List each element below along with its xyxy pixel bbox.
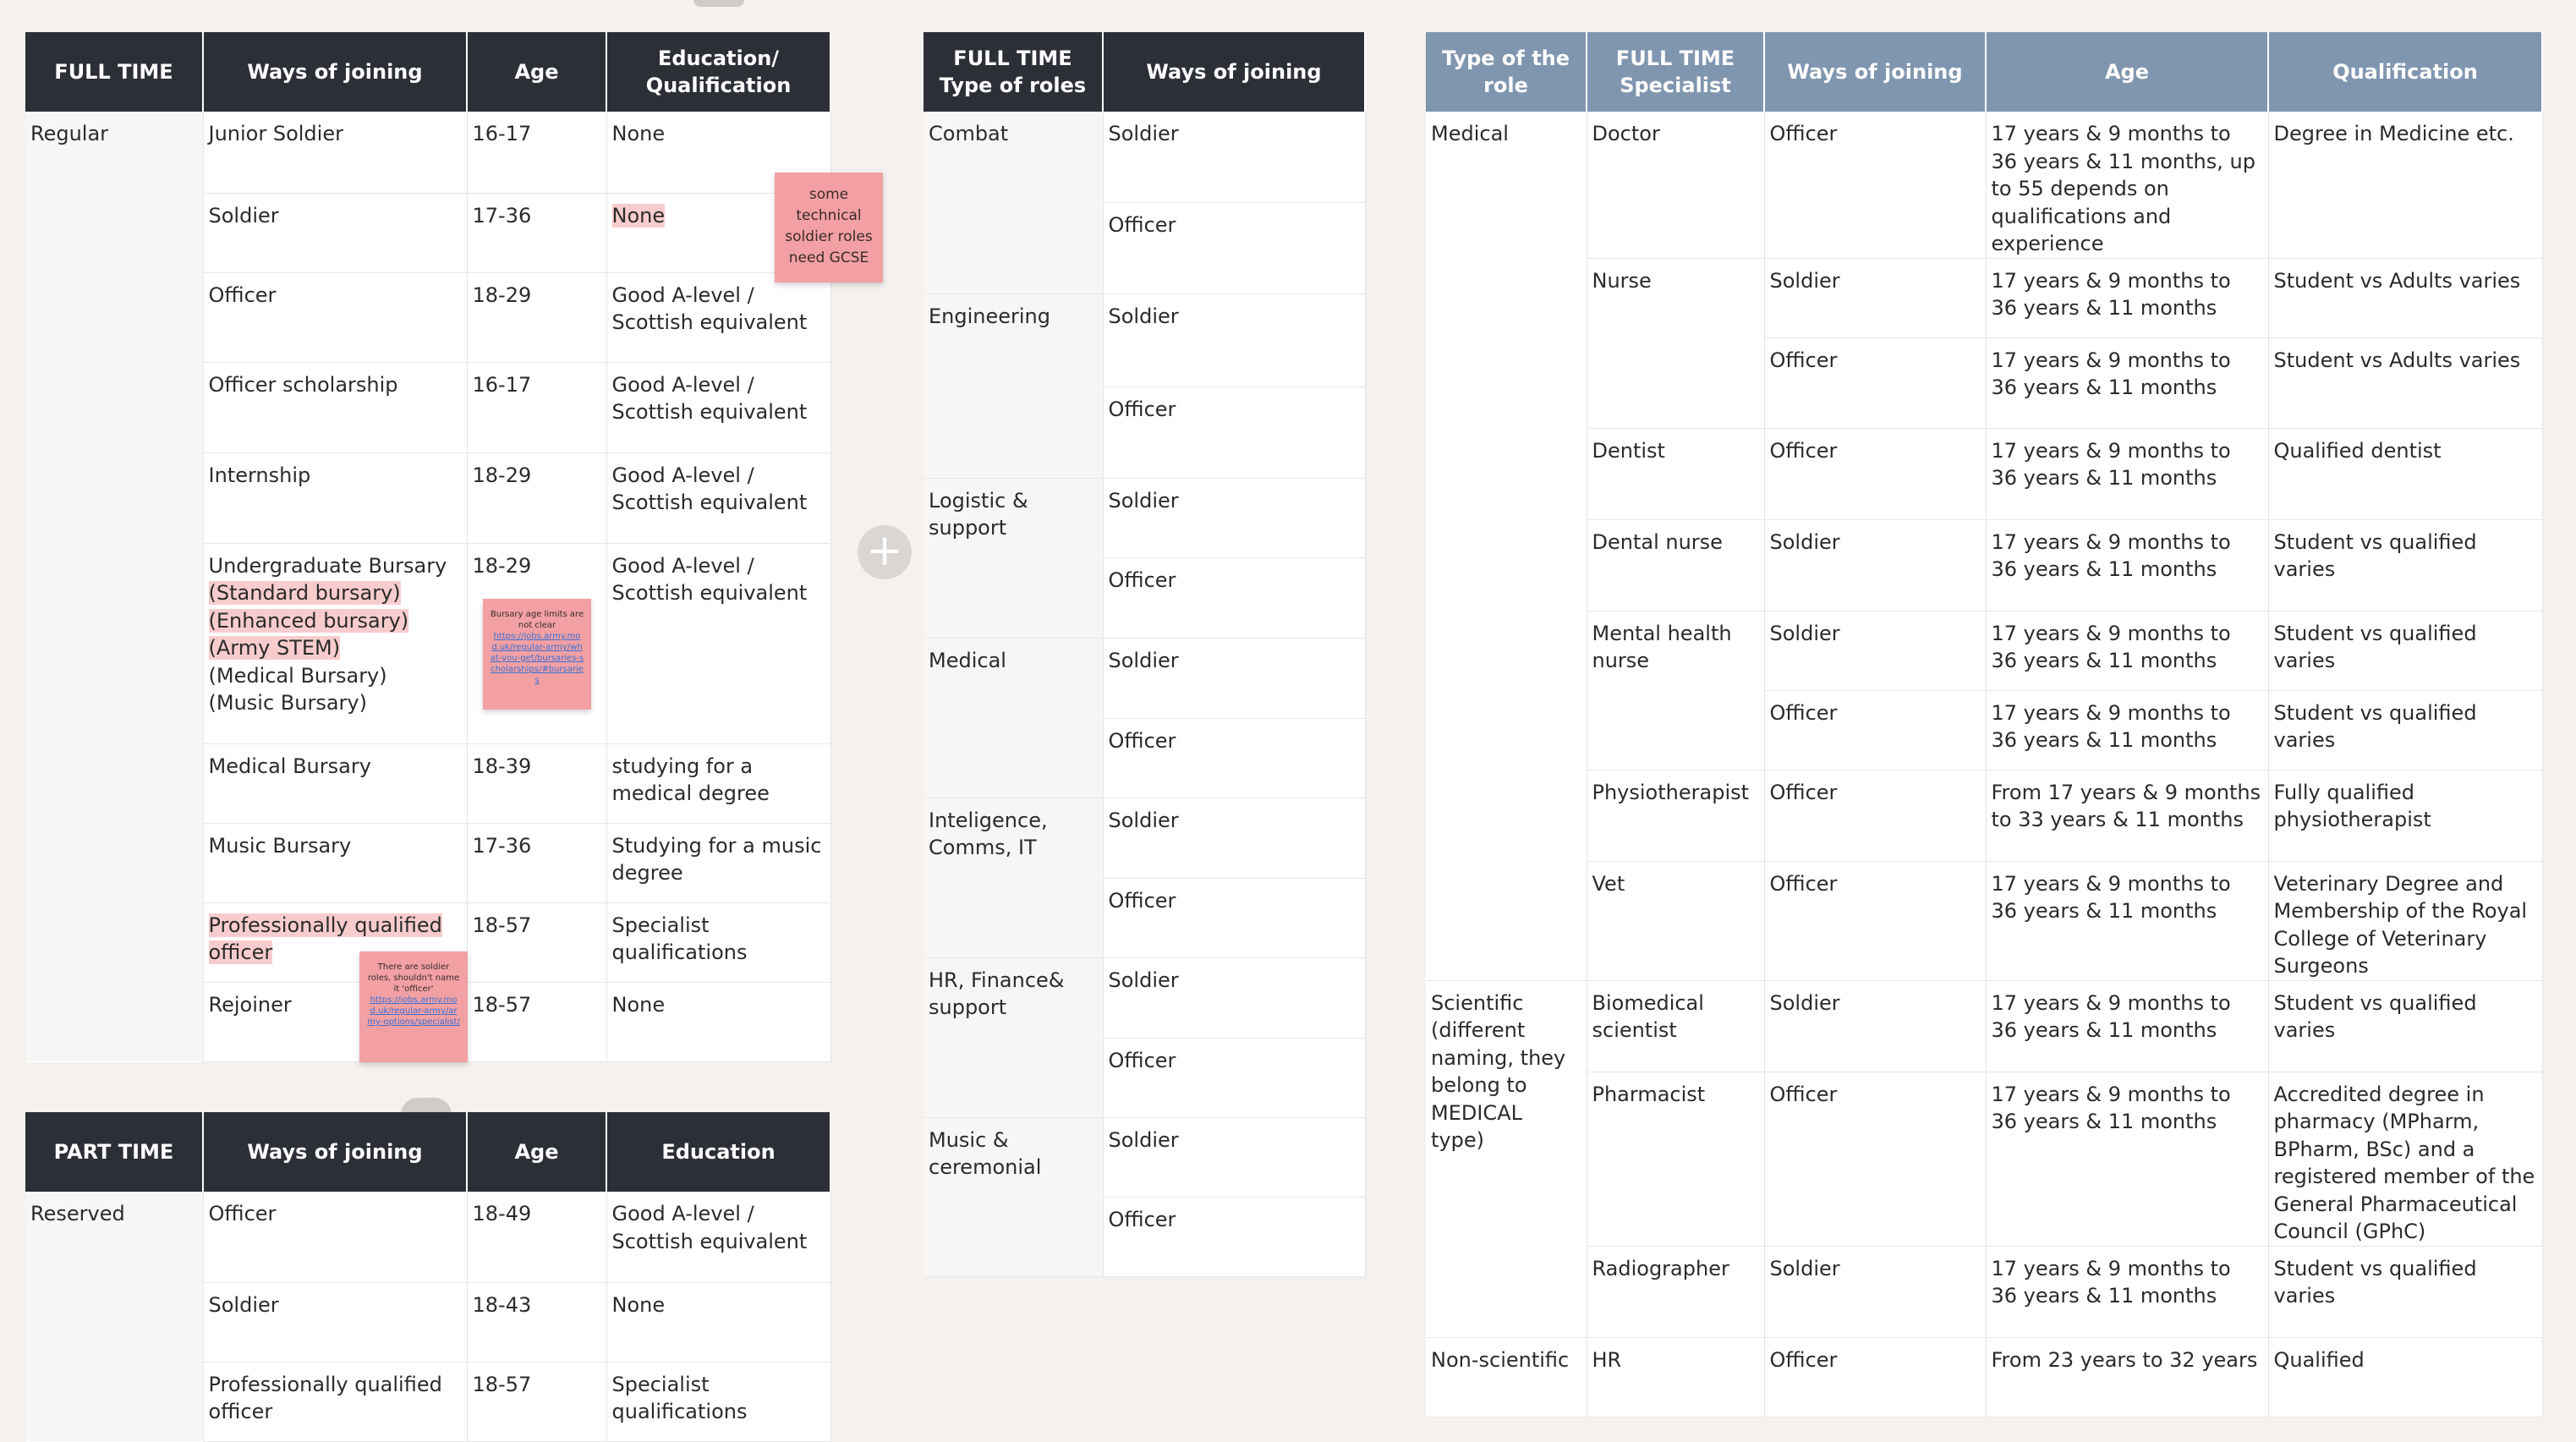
fulltime-way-text: Soldier (208, 203, 279, 228)
roles-row (924, 478, 1365, 557)
fulltime-row (25, 743, 830, 823)
specialist-qual-cell: Fully qualified physiotherapist (2268, 770, 2542, 861)
specialist-qual-cell: Qualified (2268, 1337, 2542, 1417)
specialist-spec-cell: Dentist (1587, 428, 1764, 519)
specialist-spec-cell: HR (1587, 1337, 1764, 1417)
parttime-row (25, 1282, 830, 1362)
fulltime-header-0: FULL TIME (25, 32, 203, 112)
fulltime-edu-text: Good A-level / Scottish equivalent (611, 553, 808, 605)
specialist-type-cell: Medical (1426, 112, 1587, 980)
specialist-way-cell: Soldier (1764, 980, 1986, 1072)
specialist-row (1426, 428, 2542, 519)
fulltime-way-text: Music Bursary (208, 833, 352, 858)
roles-type-cell: Logistic & support (924, 478, 1103, 638)
fulltime-way-text: Rejoiner (208, 992, 292, 1017)
fulltime-row (25, 272, 830, 362)
fulltime-age-cell: 18-29 (467, 543, 606, 743)
specialist-spec-cell: Biomedical scientist (1587, 980, 1764, 1072)
specialist-qual-cell: Student vs Adults varies (2268, 258, 2542, 337)
roles-way-cell: Soldier (1103, 1117, 1365, 1197)
parttime-header-1: Ways of joining (203, 1112, 467, 1192)
sticky-note-soldier-roles-link[interactable]: https://jobs.army.mod.uk/regular-army/army-options/specialist/ (367, 995, 460, 1027)
fulltime-age-cell: 18-39 (467, 743, 606, 823)
roles-way-cell: Officer (1103, 1197, 1365, 1276)
parttime-header-3: Education (606, 1112, 830, 1192)
fulltime-header-row (25, 32, 830, 112)
roles-way-cell: Soldier (1103, 293, 1365, 387)
roles-way-cell: Officer (1103, 718, 1365, 798)
specialist-age-cell: 17 years & 9 months to 36 years & 11 months (1986, 690, 2268, 770)
specialist-age-cell: From 23 years to 32 years (1986, 1337, 2268, 1417)
fulltime-edu-text: None (611, 203, 666, 228)
parttime-header-0: PART TIME (25, 1112, 203, 1192)
sticky-note-technical[interactable] (775, 173, 883, 282)
fulltime-way-text: Medical Bursary (208, 754, 371, 778)
roles-way-cell: Soldier (1103, 638, 1365, 718)
fulltime-header-3: Education/ Qualification (606, 32, 830, 112)
fulltime-type-cell (25, 452, 203, 543)
sticky-note-bursary[interactable] (483, 599, 591, 710)
fulltime-way-cell (203, 112, 467, 193)
parttime-type-cell (25, 1282, 203, 1362)
roles-way-cell: Officer (1103, 878, 1365, 957)
specialist-row (1426, 611, 2542, 690)
fulltime-row (25, 452, 830, 543)
fulltime-age-cell: 16-17 (467, 362, 606, 452)
parttime-table (25, 1112, 831, 1442)
specialist-row (1426, 980, 2542, 1072)
specialist-age-cell: 17 years & 9 months to 36 years & 11 months, up to 55 depends on qualifications and experience (1986, 112, 2268, 258)
fulltime-edu-cell (606, 982, 830, 1061)
parttime-edu-cell: Good A-level / Scottish equivalent (606, 1192, 830, 1282)
fulltime-way-line: (Army STEM) (208, 636, 341, 660)
roles-row (924, 638, 1365, 718)
parttime-way-cell: Soldier (203, 1282, 467, 1362)
specialist-spec-cell: Pharmacist (1587, 1072, 1764, 1246)
specialist-age-cell: 17 years & 9 months to 36 years & 11 months (1986, 337, 2268, 428)
roles-type-cell: Music & ceremonial (924, 1117, 1103, 1276)
parttime-header-2: Age (467, 1112, 606, 1192)
specialist-qual-cell: Degree in Medicine etc. (2268, 112, 2542, 258)
specialist-age-cell: 17 years & 9 months to 36 years & 11 months (1986, 428, 2268, 519)
specialist-age-cell: 17 years & 9 months to 36 years & 11 months (1986, 519, 2268, 611)
fulltime-way-cell (203, 823, 467, 902)
roles-row (924, 798, 1365, 878)
fulltime-edu-cell (606, 362, 830, 452)
canvas-handle-top[interactable] (693, 0, 744, 7)
fulltime-edu-text: None (611, 992, 666, 1017)
fulltime-age-cell: 17-36 (467, 193, 606, 272)
specialist-age-cell: 17 years & 9 months to 36 years & 11 months (1986, 980, 2268, 1072)
fulltime-edu-text: Good A-level / Scottish equivalent (611, 282, 808, 334)
specialist-row (1426, 861, 2542, 980)
fulltime-edu-text: None (611, 122, 666, 145)
parttime-edu-cell: Specialist qualifications (606, 1362, 830, 1441)
fulltime-row (25, 362, 830, 452)
fulltime-type-cell (25, 982, 203, 1061)
fulltime-age-cell: 18-29 (467, 452, 606, 543)
parttime-age-cell: 18-49 (467, 1192, 606, 1282)
specialist-type-cell: Scientific (different naming, they belong to MEDICAL type) (1426, 980, 1587, 1337)
specialist-header-2: Ways of joining (1764, 32, 1986, 112)
fulltime-table (25, 32, 831, 1062)
specialist-qual-cell: Accredited degree in pharmacy (MPharm, BPharm, BSc) and a registered member of the General Pharmaceutical Council (GPhC) (2268, 1072, 2542, 1246)
specialist-spec-cell: Vet (1587, 861, 1764, 980)
roles-type-cell: Medical (924, 638, 1103, 798)
fulltime-way-cell (203, 743, 467, 823)
specialist-way-cell: Officer (1764, 337, 1986, 428)
specialist-age-cell: 17 years & 9 months to 36 years & 11 months (1986, 861, 2268, 980)
roles-way-cell: Officer (1103, 202, 1365, 293)
roles-type-cell: Combat (924, 112, 1103, 293)
specialist-spec-cell: Nurse (1587, 258, 1764, 428)
fulltime-row (25, 112, 830, 193)
parttime-age-cell: 18-57 (467, 1362, 606, 1441)
fulltime-way-text: Officer (208, 282, 277, 307)
roles-row (924, 293, 1365, 387)
roles-way-cell: Officer (1103, 557, 1365, 638)
parttime-type-cell (25, 1362, 203, 1441)
specialist-row (1426, 1072, 2542, 1246)
roles-type-cell: HR, Finance& support (924, 957, 1103, 1117)
fulltime-edu-text: Good A-level / Scottish equivalent (611, 463, 808, 514)
fulltime-row (25, 823, 830, 902)
specialist-way-cell: Soldier (1764, 258, 1986, 337)
parttime-header-row (25, 1112, 830, 1192)
specialist-header-1: FULL TIME Specialist (1587, 32, 1764, 112)
specialist-way-cell: Soldier (1764, 611, 1986, 690)
roles-way-cell: Officer (1103, 1038, 1365, 1117)
specialist-row (1426, 1337, 2542, 1417)
specialist-age-cell: 17 years & 9 months to 36 years & 11 months (1986, 611, 2268, 690)
fulltime-age-cell: 18-57 (467, 982, 606, 1061)
fulltime-header-1: Ways of joining (203, 32, 467, 112)
specialist-age-cell: 17 years & 9 months to 36 years & 11 months (1986, 258, 2268, 337)
fulltime-way-text: Professionally qualified officer (208, 913, 442, 964)
specialist-spec-cell: Doctor (1587, 112, 1764, 258)
fulltime-way-cell (203, 543, 467, 743)
specialist-spec-cell: Radiographer (1587, 1246, 1764, 1337)
roles-table (924, 32, 1366, 1277)
specialist-spec-cell: Mental health nurse (1587, 611, 1764, 770)
fulltime-way-line: (Music Bursary) (208, 691, 367, 715)
parttime-edu-cell: None (606, 1282, 830, 1362)
fulltime-type-cell (25, 902, 203, 982)
fulltime-row (25, 193, 830, 272)
fulltime-type-cell (25, 193, 203, 272)
specialist-way-cell: Soldier (1764, 519, 1986, 611)
fulltime-edu-cell (606, 452, 830, 543)
fulltime-edu-cell (606, 272, 830, 362)
fulltime-way-cell (203, 272, 467, 362)
specialist-header-0: Type of the role (1426, 32, 1587, 112)
specialist-way-cell: Soldier (1764, 1246, 1986, 1337)
specialist-row (1426, 770, 2542, 861)
fulltime-way-line: (Medical Bursary) (208, 663, 387, 688)
fulltime-way-text: Junior Soldier (208, 122, 343, 145)
specialist-qual-cell: Student vs qualified varies (2268, 1246, 2542, 1337)
parttime-type-cell: Reserved (25, 1192, 203, 1282)
fulltime-edu-cell (606, 902, 830, 982)
add-plus-icon[interactable]: + (858, 525, 912, 579)
specialist-age-cell: From 17 years & 9 months to 33 years & 11 months (1986, 770, 2268, 861)
fulltime-edu-cell (606, 743, 830, 823)
specialist-qual-cell: Veterinary Degree and Membership of the Royal College of Veterinary Surgeons (2268, 861, 2542, 980)
roles-way-cell: Soldier (1103, 957, 1365, 1038)
specialist-way-cell: Officer (1764, 428, 1986, 519)
fulltime-type-cell (25, 272, 203, 362)
specialist-header-row (1426, 32, 2542, 112)
specialist-row (1426, 519, 2542, 611)
specialist-qual-cell: Qualified dentist (2268, 428, 2542, 519)
specialist-header-3: Age (1986, 32, 2268, 112)
roles-type-cell: Engineering (924, 293, 1103, 478)
roles-header-row (924, 32, 1365, 112)
roles-way-cell: Officer (1103, 387, 1365, 478)
fulltime-way-text: Internship (208, 463, 311, 487)
specialist-way-cell: Officer (1764, 690, 1986, 770)
specialist-way-cell: Officer (1764, 770, 1986, 861)
specialist-age-cell: 17 years & 9 months to 36 years & 11 months (1986, 1072, 2268, 1246)
fulltime-way-line: (Standard bursary) (208, 581, 401, 605)
parttime-way-cell: Officer (203, 1192, 467, 1282)
parttime-way-cell: Professionally qualified officer (203, 1362, 467, 1441)
fulltime-way-cell (203, 362, 467, 452)
parttime-age-cell: 18-43 (467, 1282, 606, 1362)
sticky-note-soldier-roles[interactable] (359, 951, 468, 1062)
sticky-note-technical-text: some technical soldier roles need GCSE (785, 186, 873, 266)
roles-way-cell: Soldier (1103, 798, 1365, 878)
roles-way-cell: Soldier (1103, 112, 1365, 202)
specialist-qual-cell: Student vs qualified varies (2268, 611, 2542, 690)
parttime-row (25, 1362, 830, 1441)
fulltime-type-cell (25, 543, 203, 743)
specialist-way-cell: Officer (1764, 112, 1986, 258)
specialist-row (1426, 258, 2542, 337)
specialist-type-cell: Non-scientific (1426, 1337, 1587, 1417)
fulltime-type-cell (25, 823, 203, 902)
fulltime-edu-text: studying for a medical degree (611, 754, 770, 805)
roles-row (924, 1117, 1365, 1197)
roles-row (924, 957, 1365, 1038)
fulltime-type-cell: Regular (25, 112, 203, 193)
fulltime-age-cell: 18-57 (467, 902, 606, 982)
sticky-note-bursary-link[interactable]: https://jobs.army.mod.uk/regular-army/what-you-get/bursaries-scholarships/#bursaries (490, 632, 584, 685)
specialist-way-cell: Officer (1764, 1072, 1986, 1246)
specialist-qual-cell: Student vs qualified varies (2268, 980, 2542, 1072)
fulltime-edu-text: Good A-level / Scottish equivalent (611, 372, 808, 424)
fulltime-edu-text: Studying for a music degree (611, 833, 822, 885)
specialist-qual-cell: Student vs qualified varies (2268, 690, 2542, 770)
fulltime-edu-cell (606, 543, 830, 743)
specialist-qual-cell: Student vs Adults varies (2268, 337, 2542, 428)
fulltime-way-cell (203, 193, 467, 272)
fulltime-edu-text: Specialist qualifications (611, 913, 748, 964)
specialist-spec-cell: Physiotherapist (1587, 770, 1764, 861)
fulltime-age-cell: 17-36 (467, 823, 606, 902)
roles-row (924, 112, 1365, 202)
roles-header-1: Ways of joining (1103, 32, 1365, 112)
specialist-qual-cell: Student vs qualified varies (2268, 519, 2542, 611)
specialist-way-cell: Officer (1764, 861, 1986, 980)
specialist-way-cell: Officer (1764, 1337, 1986, 1417)
specialist-table (1426, 32, 2543, 1417)
fulltime-age-cell: 18-29 (467, 272, 606, 362)
fulltime-way-line: (Enhanced bursary) (208, 608, 409, 633)
fulltime-type-cell (25, 362, 203, 452)
fulltime-way-cell (203, 452, 467, 543)
parttime-row (25, 1192, 830, 1282)
specialist-header-4: Qualification (2268, 32, 2542, 112)
specialist-age-cell: 17 years & 9 months to 36 years & 11 months (1986, 1246, 2268, 1337)
specialist-spec-cell: Dental nurse (1587, 519, 1764, 611)
fulltime-row (25, 543, 830, 743)
specialist-row (1426, 1246, 2542, 1337)
fulltime-age-cell: 16-17 (467, 112, 606, 193)
fulltime-edu-cell (606, 823, 830, 902)
fulltime-header-2: Age (467, 32, 606, 112)
fulltime-type-cell (25, 743, 203, 823)
specialist-row (1426, 112, 2542, 258)
sticky-note-soldier-roles-text: There are soldier roles, shouldn't name it 'officer' (367, 962, 460, 994)
sticky-note-bursary-text: Bursary age limits are not clear (490, 610, 584, 630)
fulltime-way-line: Undergraduate Bursary (208, 553, 447, 578)
roles-type-cell: Inteligence, Comms, IT (924, 798, 1103, 957)
roles-header-0: FULL TIME Type of roles (924, 32, 1103, 112)
fulltime-way-text: Officer scholarship (208, 372, 398, 397)
roles-way-cell: Soldier (1103, 478, 1365, 557)
